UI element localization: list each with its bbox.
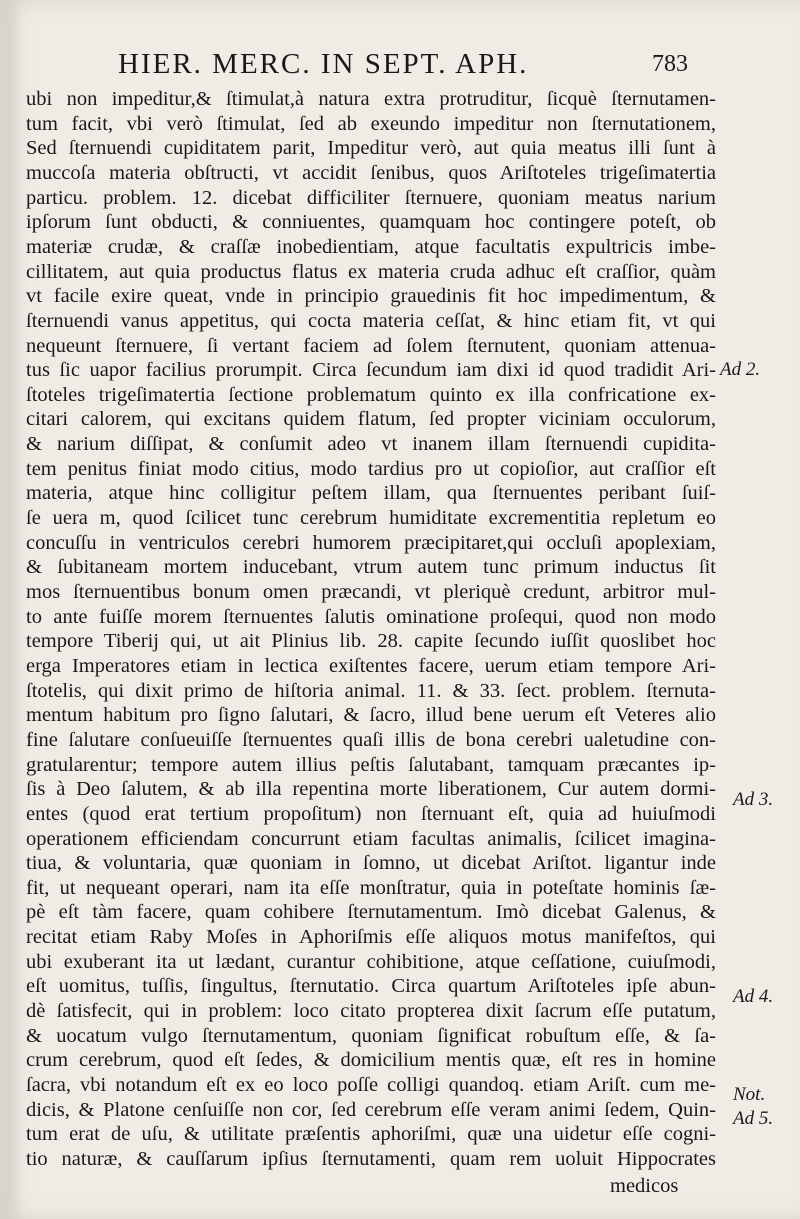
text-line: pè eſt tàm facere, quam cohibere ſternutamentum. Imò dicebat Galenus, & [26, 901, 716, 924]
margin-note-ad-3: Ad 3. [733, 789, 774, 810]
text-line: ubi exuberant ita ut lædant, curantur cohibitione, atque ceſſatione, cuiuſmodi, [26, 950, 716, 973]
page-number: 783 [652, 51, 688, 77]
text-line: & uocatum vulgo ſternutamentum, quoniam ſignificat robuſtum eſſe, & ſa- [26, 1024, 716, 1047]
text-line: materiæ crudæ, & craſſæ inobedientiam, atque facultatis expultricis imbe- [26, 235, 716, 258]
text-line: ſtoteles trigeſimatertia ſectione problematum quinto ex illa confricatione ex- [26, 383, 716, 406]
text-line: ſacra, vbi notandum eſt ex eo loco poſſe colligi quandoq. etiam Ariſt. cum me- [26, 1074, 716, 1096]
text-line: mos ſternuentibus bonum omen præcandi, vt pleriquè credunt, arbitror mul- [26, 581, 716, 603]
page-gutter-shadow [0, 0, 22, 1219]
text-line: fine ſalutare conſueuiſſe ſternuentes quaſi illis de bona cerebri ualetudine con- [26, 728, 716, 751]
text-line: cillitatem, aut quia productus flatus ex materia cruda adhuc eſt craſſior, quàm [26, 260, 716, 283]
text-line: tempore Tiberij qui, ut ait Plinius lib. 28. capite ſecundo iuſſit quoslibet hoc [26, 630, 716, 653]
margin-note-not: Not. [733, 1084, 766, 1105]
text-line: mentum habitum pro ſigno ſalutari, & ſacro, illud bene uerum eſt Veteres alio [26, 704, 716, 727]
text-line: tum facit, vbi verò ſtimulat, ſed ab exeundo impeditur non ſternutationem, [26, 112, 716, 135]
text-line: nequeunt ſternuere, ſi vertant faciem ad ſolem ſternutent, quoniam attenua- [26, 334, 716, 357]
text-line: particu. problem. 12. dicebat difficiliter ſternuere, quoniam meatus narium [26, 186, 716, 209]
text-line: eſt uomitus, tuſſis, ſingultus, ſternutatio. Circa quartum Ariſtoteles ipſe abun- [26, 975, 716, 998]
text-line: ſternuendi vanus appetitus, qui cocta materia ceſſat, & hinc etiam fit, vt qui [26, 309, 716, 332]
text-line: tum erat de uſu, & utilitate præſentis aphoriſmi, quæ una uidetur eſſe cogni- [26, 1123, 716, 1146]
catchword: medicos [610, 1175, 679, 1197]
text-line: tus ſic uapor facilius prorumpit. Circa ſecundum iam dixi id quod tradidit Ari- [26, 359, 716, 382]
text-line: ubi non impeditur,& ſtimulat,à natura extra protruditur, ſicquè ſternutamen- [26, 88, 716, 110]
margin-note-ad-2: Ad 2. [720, 359, 761, 380]
text-line: materia, atque hinc colligitur peſtem illam, qua ſternuentes peribant ſuiſ- [26, 482, 716, 505]
text-line: & narium diſſipat, & conſumit adeo vt inanem illam ſternuendi cupidita- [26, 433, 716, 456]
text-line: crum cerebrum, quod eſt ſedes, & domicilium mentis quæ, eſt res in homine [26, 1049, 716, 1072]
text-line: Sed ſternuendi cupiditatem parit, Impeditur verò, aut quia meatus illi ſunt à [26, 137, 716, 160]
text-line: to ante fuiſſe morem ſternuentes ſalutis ominatione proſequi, quod non modo [26, 605, 716, 628]
text-line: & ſubitaneam mortem inducebant, vtrum autem tunc primum inductus ſit [26, 556, 716, 579]
running-head: HIER. MERC. IN SEPT. APH. [118, 48, 529, 80]
margin-note-ad-5: Ad 5. [733, 1108, 774, 1129]
text-line: ipſorum ſunt obducti, & conniuentes, quamquam hoc contingere poteſt, ob [26, 211, 716, 234]
text-line: dicis, & Platone cenſuiſſe non cor, ſed cerebrum eſſe veram animi ſedem, Quin- [26, 1098, 716, 1121]
text-line: tem penitus finiat modo citius, modo tardius pro ut copioſior, aut craſſior eſt [26, 457, 716, 480]
text-line: gratularentur; tempore autem illius peſtis ſalutabant, tamquam præcantes ip- [26, 753, 716, 776]
text-line: muccoſa materia obſtructi, vt accidit ſenibus, quos Ariſtoteles trigeſimatertia [26, 161, 716, 184]
text-line: ſis à Deo ſalutem, & ab illa repentina morte liberationem, Cur autem dormi- [26, 778, 716, 801]
text-line: recitat etiam Raby Moſes in Aphoriſmis eſſe aliquos motus manifeſtos, qui [26, 926, 716, 949]
text-line: ſe uera m, quod ſcilicet tunc cerebrum humiditate excrementitia repletum eo [26, 507, 716, 530]
text-line: operationem efficiendam concurrunt etiam facultas animalis, ſcilicet imagina- [26, 827, 716, 850]
text-line: ſtotelis, qui dixit primo de hiſtoria animal. 11. & 33. ſect. problem. ſternuta- [26, 679, 716, 702]
text-line: erga Imperatores etiam in lectica exiſtentes facere, uerum etiam tempore Ari- [26, 654, 716, 677]
text-line: concuſſu in ventriculos cerebri humorem præcipitaret,qui occluſi apoplexiam, [26, 531, 716, 554]
text-line: citari calorem, qui excitans quidem flatum, ſed propter viciniam occulorum, [26, 408, 716, 431]
text-line: entes (quod erat tertium propoſitum) non ſternuant eſt, quia ad huiuſmodi [26, 802, 716, 825]
text-line: vt facile exire queat, vnde in principio grauedinis fit hoc impedimentum, & [26, 285, 716, 308]
text-line: dè ſatisfecit, qui in problem: loco citato propterea dixit ſacrum eſſe putatum, [26, 1000, 716, 1023]
margin-note-ad-4: Ad 4. [733, 986, 774, 1007]
text-line: fit, ut nequeant operari, nam ita eſſe monſtratur, quia in poteſtate hominis ſæ- [26, 876, 716, 899]
text-line: tio naturæ, & cauſſarum ipſius ſternutamenti, quam rem uoluit Hippocrates [26, 1147, 716, 1170]
text-line: tiua, & voluntaria, quæ quoniam in ſomno, ut dicebat Ariſtot. ligantur inde [26, 852, 716, 875]
page-header [118, 44, 688, 84]
